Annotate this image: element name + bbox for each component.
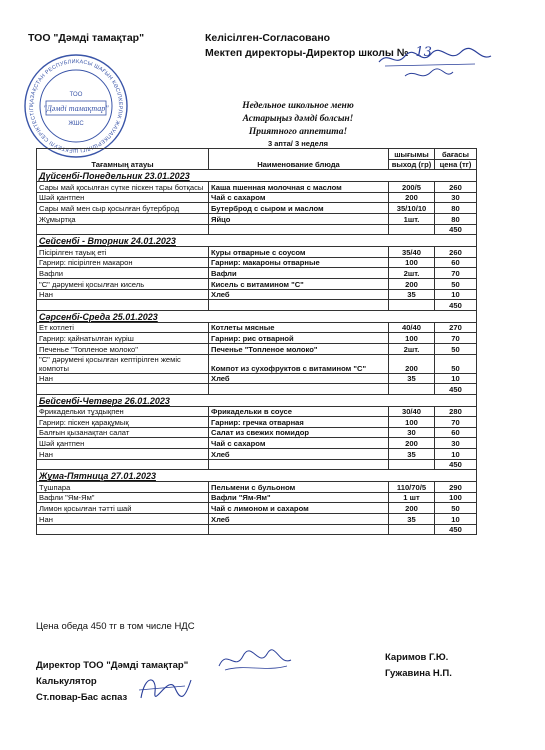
- header-name-kz: Тағамның атауы: [37, 149, 209, 170]
- dish-name-ru: Чай с сахаром: [209, 438, 389, 449]
- dish-name-kz: Нан: [37, 373, 209, 384]
- director-signature-icon: [375, 46, 495, 86]
- dish-price: 50: [435, 343, 477, 354]
- dish-name-ru: Салат из свежих помидор: [209, 427, 389, 438]
- day-title-row: [37, 394, 477, 406]
- dish-yield: 2шт.: [389, 268, 435, 279]
- dish-name-kz: Гарнир: қайнатылған күріш: [37, 333, 209, 344]
- table-row: [37, 417, 477, 428]
- dish-price: 80: [435, 213, 477, 224]
- dish-name-kz: Лимон қосылған тәтті шай: [37, 503, 209, 514]
- day-title: Бейсенбі-Четверг 26.01.2023: [37, 394, 477, 406]
- calculator-name: Гужавина Н.П.: [385, 668, 452, 679]
- dish-price: 30: [435, 192, 477, 203]
- dish-name-ru: [209, 459, 389, 470]
- dish-name-ru: Компот из сухофруктов с витамином "С": [209, 354, 389, 373]
- director-footer-signature-icon: [215, 646, 295, 676]
- dish-price: 450: [435, 300, 477, 311]
- dish-name-kz: Сары май мен сыр қосылған бутерброд: [37, 203, 209, 214]
- dish-name-ru: Пельмени с бульоном: [209, 482, 389, 493]
- dish-name-kz: Нан: [37, 514, 209, 525]
- dish-yield: 100: [389, 417, 435, 428]
- dish-yield: 200: [389, 354, 435, 373]
- dish-name-kz: Тұшпара: [37, 482, 209, 493]
- dish-name-kz: Печенье "Топленое молоко": [37, 343, 209, 354]
- menu-title: Недельное школьное меню: [242, 101, 354, 111]
- day-title-row: [37, 470, 477, 482]
- dish-yield: [389, 300, 435, 311]
- dish-price: 450: [435, 459, 477, 470]
- dish-name-ru: Фрикадельки в соусе: [209, 406, 389, 417]
- table-row: [37, 449, 477, 460]
- table-row: [37, 514, 477, 525]
- dish-name-kz: [37, 384, 209, 395]
- dish-price: 450: [435, 224, 477, 235]
- dish-name-kz: Гарнир: піскен қарақұмық: [37, 417, 209, 428]
- dish-name-ru: Печенье "Топленое молоко": [209, 343, 389, 354]
- dish-price: 100: [435, 492, 477, 503]
- table-header-row-1: [37, 149, 477, 160]
- chef-label: Ст.повар-Бас аспаз: [36, 692, 128, 703]
- dish-name-kz: Шәй қантпен: [37, 192, 209, 203]
- dish-price: 30: [435, 438, 477, 449]
- dish-name-kz: Вафли: [37, 268, 209, 279]
- dish-name-ru: [209, 524, 389, 535]
- table-row: [37, 224, 477, 235]
- director-name: Каримов Г.Ю.: [385, 652, 449, 663]
- stamp-name: "Дәмді тамақтар": [43, 104, 109, 113]
- table-row: [37, 482, 477, 493]
- menu-subtitle-ru: Приятного аппетита!: [248, 127, 348, 137]
- dish-name-ru: Куры отварные с соусом: [209, 247, 389, 258]
- dish-yield: 100: [389, 333, 435, 344]
- table-row: [37, 438, 477, 449]
- header-name-ru: Наименование блюда: [209, 149, 389, 170]
- dish-yield: 110/70/5: [389, 482, 435, 493]
- dish-price: 60: [435, 427, 477, 438]
- header-price-ru: цена (тг): [435, 159, 477, 170]
- chef-signature-icon: [135, 668, 195, 708]
- table-row: [37, 268, 477, 279]
- header-yield-ru: выход (гр): [389, 159, 435, 170]
- director-label: Директор ТОО "Дәмді тамақтар": [36, 660, 189, 671]
- dish-name-ru: [209, 384, 389, 395]
- approve-line-1: Келісілген-Согласовано: [205, 32, 331, 44]
- dish-name-kz: Вафли "Ям-Ям": [37, 492, 209, 503]
- dish-price: 10: [435, 373, 477, 384]
- table-row: [37, 203, 477, 214]
- dish-yield: 200: [389, 503, 435, 514]
- dish-name-kz: Шәй қантпен: [37, 438, 209, 449]
- dish-yield: [389, 524, 435, 535]
- menu-subtitle-kz: Астарыңыз дәмді болсын!: [242, 114, 354, 124]
- dish-name-ru: Кисель с витамином "С": [209, 278, 389, 289]
- stamp-bottom: ЖШС: [68, 121, 84, 127]
- table-row: [37, 257, 477, 268]
- dish-name-kz: Сары май қосылған сүтке піскен тары ботқасы: [37, 182, 209, 193]
- week-label: 3 апта/ 3 неделя: [268, 139, 328, 148]
- dish-name-ru: Вафли "Ям-Ям": [209, 492, 389, 503]
- dish-yield: 35: [389, 514, 435, 525]
- table-row: [37, 322, 477, 333]
- dish-yield: 35: [389, 373, 435, 384]
- company-stamp-icon: [22, 52, 130, 160]
- table-row: [37, 459, 477, 470]
- dish-name-ru: [209, 224, 389, 235]
- dish-name-ru: Гарнир: макароны отварные: [209, 257, 389, 268]
- table-row: [37, 406, 477, 417]
- dish-yield: 35/10/10: [389, 203, 435, 214]
- dish-name-kz: [37, 300, 209, 311]
- dish-name-ru: Яйцо: [209, 213, 389, 224]
- table-row: [37, 278, 477, 289]
- dish-name-kz: Жұмыртқа: [37, 213, 209, 224]
- company-name: ТОО "Дәмді тамақтар": [28, 32, 145, 44]
- dish-price: 50: [435, 354, 477, 373]
- day-title: Дүйсенбі-Понедельник 23.01.2023: [37, 170, 477, 182]
- day-title-row: [37, 310, 477, 322]
- header-yield-kz: шығымы: [389, 149, 435, 160]
- dish-price: 260: [435, 247, 477, 258]
- dish-price: 260: [435, 182, 477, 193]
- table-row: [37, 384, 477, 395]
- dish-name-kz: Пісірілген тауық еті: [37, 247, 209, 258]
- dish-yield: 2шт.: [389, 343, 435, 354]
- day-title: Сейсенбі - Вторник 24.01.2023: [37, 235, 477, 247]
- calculator-label: Калькулятор: [36, 676, 97, 687]
- table-row: [37, 492, 477, 503]
- table-row: [37, 503, 477, 514]
- day-title: Жұма-Пятница 27.01.2023: [37, 470, 477, 482]
- table-row: [37, 524, 477, 535]
- table-row: [37, 354, 477, 373]
- dish-name-ru: Бутерброд с сыром и маслом: [209, 203, 389, 214]
- dish-name-ru: Хлеб: [209, 373, 389, 384]
- school-number: 13: [415, 45, 432, 60]
- table-row: [37, 427, 477, 438]
- dish-yield: 1 шт: [389, 492, 435, 503]
- dish-name-ru: Хлеб: [209, 289, 389, 300]
- day-title-row: [37, 170, 477, 182]
- dish-yield: 200: [389, 438, 435, 449]
- dish-name-ru: [209, 300, 389, 311]
- dish-yield: 30/40: [389, 406, 435, 417]
- approve-line-2-text: Мектеп директоры-Директор школы №: [205, 47, 409, 59]
- dish-name-ru: Хлеб: [209, 514, 389, 525]
- dish-yield: [389, 224, 435, 235]
- dish-name-kz: "С" дәрумені қосылған кептірілген жеміс компоты: [37, 354, 209, 373]
- table-row: [37, 300, 477, 311]
- table-row: [37, 343, 477, 354]
- dish-price: 450: [435, 384, 477, 395]
- dish-name-kz: [37, 224, 209, 235]
- dish-yield: 200: [389, 192, 435, 203]
- dish-yield: 40/40: [389, 322, 435, 333]
- dish-name-ru: Чай с сахаром: [209, 192, 389, 203]
- dish-name-ru: Гарнир: гречка отварная: [209, 417, 389, 428]
- dish-name-ru: Гарнир: рис отварной: [209, 333, 389, 344]
- dish-yield: 35: [389, 289, 435, 300]
- dish-name-kz: Фрикадельки тұздықпен: [37, 406, 209, 417]
- dish-name-kz: Ет котлеті: [37, 322, 209, 333]
- dish-price: 70: [435, 333, 477, 344]
- dish-name-ru: Котлеты мясные: [209, 322, 389, 333]
- stamp-top: ТОО: [69, 92, 83, 98]
- table-row: [37, 182, 477, 193]
- dish-name-ru: Хлеб: [209, 449, 389, 460]
- dish-price: 290: [435, 482, 477, 493]
- dish-price: 280: [435, 406, 477, 417]
- dish-name-ru: Вафли: [209, 268, 389, 279]
- dish-yield: 35: [389, 449, 435, 460]
- menu-table: [36, 148, 477, 535]
- dish-price: 80: [435, 203, 477, 214]
- dish-yield: 35/40: [389, 247, 435, 258]
- dish-price: 50: [435, 503, 477, 514]
- dish-yield: [389, 459, 435, 470]
- menu-body: [37, 170, 477, 535]
- dish-name-kz: Балғын қызанақтан салат: [37, 427, 209, 438]
- dish-name-ru: Каша пшенная молочная с маслом: [209, 182, 389, 193]
- dish-name-kz: Гарнир: пісірілген макарон: [37, 257, 209, 268]
- dish-name-kz: [37, 459, 209, 470]
- dish-name-kz: [37, 524, 209, 535]
- day-title: Сәрсенбі-Среда 25.01.2023: [37, 310, 477, 322]
- table-row: [37, 373, 477, 384]
- header-price-kz: бағасы: [435, 149, 477, 160]
- dish-yield: 100: [389, 257, 435, 268]
- dish-price: 270: [435, 322, 477, 333]
- dish-name-kz: "С" дәрумені қосылған кисель: [37, 278, 209, 289]
- dish-yield: [389, 384, 435, 395]
- dish-price: 450: [435, 524, 477, 535]
- dish-yield: 1шт.: [389, 213, 435, 224]
- dish-price: 10: [435, 449, 477, 460]
- dish-yield: 200/5: [389, 182, 435, 193]
- dish-price: 10: [435, 289, 477, 300]
- dish-price: 70: [435, 417, 477, 428]
- table-row: [37, 289, 477, 300]
- dish-yield: 30: [389, 427, 435, 438]
- dish-yield: 200: [389, 278, 435, 289]
- dish-price: 70: [435, 268, 477, 279]
- dish-price: 60: [435, 257, 477, 268]
- dish-price: 50: [435, 278, 477, 289]
- table-row: [37, 247, 477, 258]
- day-title-row: [37, 235, 477, 247]
- dish-price: 10: [435, 514, 477, 525]
- stamp-ring-text: ҚАЗАҚСТАН РЕСПУБЛИКАСЫ ШАҒЫН КӘСІПКЕРЛІК ЖАУАПКЕРШІЛІГІ ШЕКТЕУЛІ СЕРІКТЕСТІГІ: [28, 58, 124, 154]
- dish-name-kz: Нан: [37, 449, 209, 460]
- table-row: [37, 333, 477, 344]
- dish-name-ru: Чай с лимоном и сахаром: [209, 503, 389, 514]
- table-row: [37, 213, 477, 224]
- dish-name-kz: Нан: [37, 289, 209, 300]
- table-row: [37, 192, 477, 203]
- price-note: Цена обеда 450 тг в том числе НДС: [36, 621, 195, 632]
